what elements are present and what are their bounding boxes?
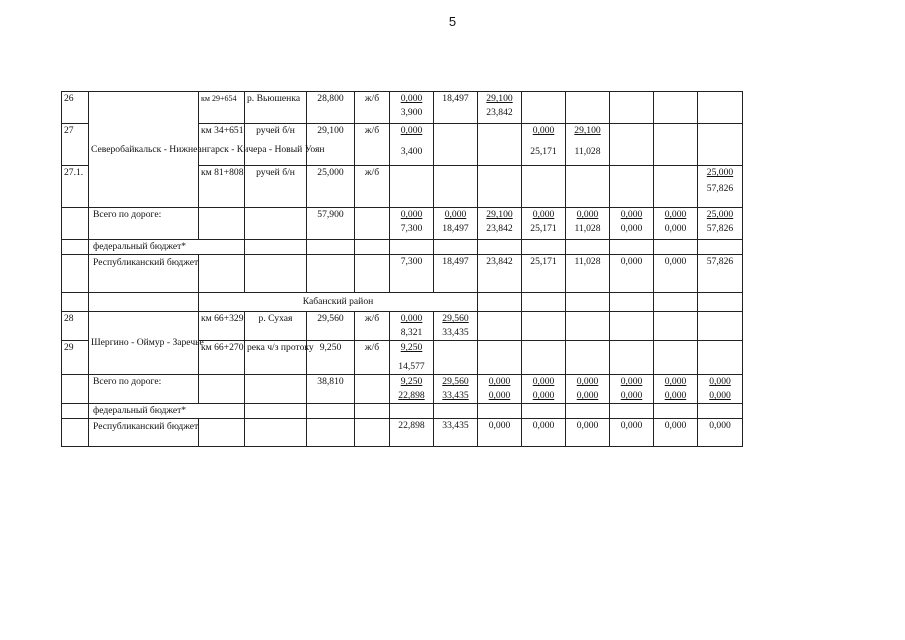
empty-cell — [478, 240, 522, 255]
value-cell: 0,000 8,321 — [390, 312, 434, 341]
total-label: Всего по дороге: — [89, 208, 199, 240]
row-number: 28 — [62, 312, 89, 341]
object-name: ручей б/н — [245, 166, 307, 208]
empty-cell — [522, 404, 566, 419]
bridge-type: ж/б — [355, 166, 390, 208]
value-cell — [654, 124, 698, 166]
federal-label: федеральный бюджет* — [89, 240, 245, 255]
value-cell: 57,826 — [698, 255, 743, 293]
empty-cell — [654, 404, 698, 419]
value-cell — [698, 92, 743, 124]
value-cell: 29,100 11,028 — [566, 124, 610, 166]
page-number: 5 — [448, 14, 457, 29]
value-cell: 0,000 — [610, 255, 654, 293]
value-cell — [610, 312, 654, 341]
empty-cell — [566, 240, 610, 255]
value-cell: 0,000 — [478, 419, 522, 447]
empty-cell — [62, 255, 89, 293]
empty-cell — [478, 293, 522, 312]
value-cell — [522, 92, 566, 124]
value-cell — [566, 166, 610, 208]
empty-cell — [390, 404, 434, 419]
federal-label: федеральный бюджет* — [89, 404, 245, 419]
empty-cell — [390, 240, 434, 255]
value-cell: 0,000 — [654, 419, 698, 447]
road-name: Северобайкальск - Нижнеангарск - Кичера - Новый Уоян — [89, 92, 199, 208]
district-header: Кабанский район — [199, 293, 478, 312]
length-value: 28,800 — [307, 92, 355, 124]
value-cell — [610, 341, 654, 375]
empty-cell — [62, 419, 89, 447]
value-cell: 0,000 3,400 — [390, 124, 434, 166]
object-name: р. Вьюшенка — [245, 92, 307, 124]
total-row — [62, 208, 743, 240]
empty-cell — [610, 293, 654, 312]
value-cell: 9,250 14,577 — [390, 341, 434, 375]
value-cell — [654, 92, 698, 124]
value-cell — [478, 341, 522, 375]
empty-cell — [698, 293, 743, 312]
federal-budget-row — [62, 404, 743, 419]
length-value: 29,100 — [307, 124, 355, 166]
value-cell — [478, 166, 522, 208]
empty-cell — [245, 404, 307, 419]
value-cell: 0,000 0,000 — [610, 208, 654, 240]
empty-cell — [566, 293, 610, 312]
value-cell — [522, 312, 566, 341]
value-cell: 25,000 57,826 — [698, 166, 743, 208]
empty-cell — [199, 255, 245, 293]
empty-cell — [199, 375, 245, 404]
value-cell: 0,000 — [654, 255, 698, 293]
value-cell: 0,000 18,497 — [434, 208, 478, 240]
republic-budget-row — [62, 255, 743, 293]
value-cell: 18,497 — [434, 92, 478, 124]
empty-cell — [62, 240, 89, 255]
empty-cell — [62, 208, 89, 240]
value-cell: 0,000 0,000 — [478, 375, 522, 404]
empty-cell — [654, 240, 698, 255]
value-cell: 29,100 23,842 — [478, 208, 522, 240]
empty-cell — [307, 240, 355, 255]
empty-cell — [245, 208, 307, 240]
object-name: река ч/з протоку — [245, 341, 307, 375]
value-cell: 18,497 — [434, 255, 478, 293]
value-cell: 29,560 33,435 — [434, 312, 478, 341]
empty-cell — [610, 240, 654, 255]
row-number: 27.1. — [62, 166, 89, 208]
value-cell — [698, 341, 743, 375]
km-position: км 66+329 — [199, 312, 245, 341]
value-cell: 0,000 — [522, 419, 566, 447]
empty-cell — [610, 404, 654, 419]
value-cell — [654, 341, 698, 375]
value-cell — [522, 341, 566, 375]
empty-cell — [245, 419, 307, 447]
value-cell — [566, 92, 610, 124]
empty-cell — [355, 240, 390, 255]
length-value: 25,000 — [307, 166, 355, 208]
km-position: км 66+270 — [199, 341, 245, 375]
object-name: ручей б/н — [245, 124, 307, 166]
district-header-row — [62, 293, 743, 312]
value-cell: 0,000 0,000 — [610, 375, 654, 404]
length-value: 9,250 — [307, 341, 355, 375]
value-cell: 0,000 0,000 — [654, 375, 698, 404]
value-cell — [434, 341, 478, 375]
value-cell — [698, 124, 743, 166]
table-row — [62, 312, 743, 341]
republic-budget-row — [62, 419, 743, 447]
empty-cell — [199, 419, 245, 447]
empty-cell — [566, 404, 610, 419]
empty-cell — [355, 419, 390, 447]
empty-cell — [434, 404, 478, 419]
km-position: км 29+654 — [199, 92, 245, 124]
value-cell: 22,898 — [390, 419, 434, 447]
value-cell — [434, 166, 478, 208]
value-cell: 0,000 7,300 — [390, 208, 434, 240]
total-length: 38,810 — [307, 375, 355, 404]
value-cell — [434, 124, 478, 166]
value-cell: 0,000 — [566, 419, 610, 447]
value-cell — [698, 312, 743, 341]
empty-cell — [434, 240, 478, 255]
value-cell — [654, 166, 698, 208]
value-cell: 0,000 25,171 — [522, 124, 566, 166]
bridge-type: ж/б — [355, 124, 390, 166]
empty-cell — [355, 375, 390, 404]
empty-cell — [307, 255, 355, 293]
total-row — [62, 375, 743, 404]
empty-cell — [522, 240, 566, 255]
value-cell: 0,000 — [610, 419, 654, 447]
value-cell: 25,000 57,826 — [698, 208, 743, 240]
value-cell: 7,300 — [390, 255, 434, 293]
value-cell — [478, 124, 522, 166]
bridge-program-table — [61, 91, 743, 447]
value-cell: 0,000 0,000 — [566, 375, 610, 404]
value-cell: 0,000 11,028 — [566, 208, 610, 240]
value-cell — [566, 312, 610, 341]
empty-cell — [62, 375, 89, 404]
value-cell: 29,100 23,842 — [478, 92, 522, 124]
value-cell — [478, 312, 522, 341]
bridge-type: ж/б — [355, 312, 390, 341]
value-cell — [566, 341, 610, 375]
value-cell: 25,171 — [522, 255, 566, 293]
empty-cell — [245, 255, 307, 293]
bridge-type: ж/б — [355, 341, 390, 375]
value-cell: 0,000 — [698, 419, 743, 447]
table-row — [62, 92, 743, 124]
empty-cell — [522, 293, 566, 312]
empty-cell — [89, 293, 199, 312]
value-cell — [390, 166, 434, 208]
republic-label: Республиканский бюджет — [89, 419, 199, 447]
km-position: км 34+651 — [199, 124, 245, 166]
value-cell — [610, 92, 654, 124]
value-cell: 0,000 3,900 — [390, 92, 434, 124]
value-cell: 33,435 — [434, 419, 478, 447]
empty-cell — [478, 404, 522, 419]
value-cell: 11,028 — [566, 255, 610, 293]
republic-label: Республиканский бюджет — [89, 255, 199, 293]
value-cell — [522, 166, 566, 208]
value-cell — [610, 166, 654, 208]
bridge-type: ж/б — [355, 92, 390, 124]
total-length: 57,900 — [307, 208, 355, 240]
empty-cell — [62, 293, 89, 312]
object-name: р. Сухая — [245, 312, 307, 341]
federal-budget-row — [62, 240, 743, 255]
row-number: 26 — [62, 92, 89, 124]
empty-cell — [355, 404, 390, 419]
value-cell — [654, 312, 698, 341]
value-cell — [610, 124, 654, 166]
empty-cell — [307, 404, 355, 419]
empty-cell — [698, 240, 743, 255]
empty-cell — [62, 404, 89, 419]
value-cell: 0,000 0,000 — [522, 375, 566, 404]
empty-cell — [199, 208, 245, 240]
road-name: Шергино - Оймур - Заречье — [89, 312, 199, 375]
km-position: км 81+808 — [199, 166, 245, 208]
empty-cell — [698, 404, 743, 419]
empty-cell — [355, 208, 390, 240]
total-label: Всего по дороге: — [89, 375, 199, 404]
empty-cell — [307, 419, 355, 447]
empty-cell — [654, 293, 698, 312]
value-cell: 0,000 0,000 — [654, 208, 698, 240]
value-cell: 0,000 0,000 — [698, 375, 743, 404]
value-cell: 0,000 25,171 — [522, 208, 566, 240]
empty-cell — [245, 240, 307, 255]
value-cell: 23,842 — [478, 255, 522, 293]
empty-cell — [245, 375, 307, 404]
value-cell: 9,250 22,898 — [390, 375, 434, 404]
length-value: 29,560 — [307, 312, 355, 341]
row-number: 29 — [62, 341, 89, 375]
value-cell: 29,560 33,435 — [434, 375, 478, 404]
row-number: 27 — [62, 124, 89, 166]
empty-cell — [355, 255, 390, 293]
